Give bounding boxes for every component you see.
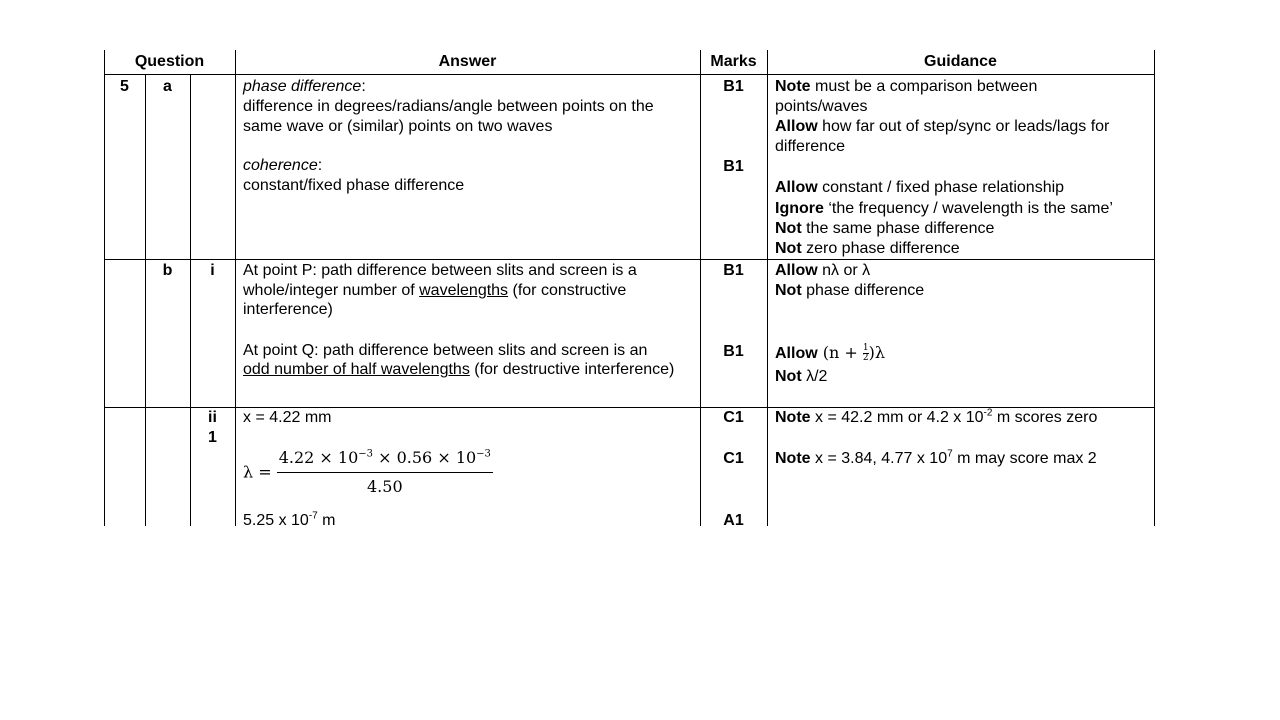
guidance-line: Not the same phase difference	[775, 220, 995, 237]
answer-coherence-heading: coherence:	[243, 157, 323, 174]
guidance-line: Note x = 42.2 mm or 4.2 x $10^{-2}$ m scores zero	[775, 407, 1098, 426]
header-divider	[104, 74, 1155, 75]
answer-line: same wave or (similar) points on two waves	[243, 118, 553, 135]
mark: C1	[723, 409, 744, 426]
guidance-line: Note x = 3.84, 4.77 x $10^7$ m may score max 2	[775, 448, 1097, 467]
mark: B1	[723, 262, 744, 279]
mark: A1	[723, 512, 744, 526]
half-fraction: $\frac{1}{2}$	[862, 343, 869, 363]
column-divider	[767, 50, 768, 526]
answer-line: whole/integer number of wavelengths (for constructive	[243, 282, 627, 299]
table-border-right	[1154, 50, 1155, 526]
column-divider	[190, 75, 191, 526]
mark: B1	[723, 343, 744, 360]
question-part: b	[162, 262, 173, 279]
answer-phase-heading: phase difference:	[243, 78, 366, 95]
guidance-line: Note must be a comparison between	[775, 78, 1038, 95]
header-question: Question	[134, 53, 205, 70]
question-number: 5	[120, 78, 129, 95]
guidance-line: Not λ/2	[775, 368, 828, 385]
answer-line: At point P: path difference between slits and screen is a	[243, 262, 637, 279]
row-divider	[104, 259, 1155, 260]
guidance-line: Allow (n + $\frac{1}{2}$ )λ	[775, 343, 886, 363]
question-part: a	[163, 78, 172, 95]
question-subpart: i	[210, 262, 215, 279]
mark: C1	[723, 450, 744, 467]
mark-scheme-table	[104, 50, 1155, 526]
answer-line: constant/fixed phase difference	[243, 177, 465, 194]
guidance-line: Not phase difference	[775, 282, 925, 299]
guidance-line: Not zero phase difference	[775, 240, 960, 257]
column-divider	[145, 75, 146, 526]
answer-line: odd number of half wavelengths (for destructive interference)	[243, 361, 675, 378]
answer-line: interference)	[243, 301, 333, 318]
guidance-line: Allow constant / fixed phase relationship	[775, 179, 1065, 196]
wavelength-equation: λ = $\frac{4.22 \times 10^{-3} \times 0.56 \times 10^{-3}}{4.50}$	[243, 448, 491, 496]
header-marks: Marks	[710, 53, 757, 70]
question-subpart-number: 1	[208, 429, 217, 446]
mark: B1	[723, 158, 744, 175]
mark: B1	[723, 78, 744, 95]
header-guidance: Guidance	[924, 53, 997, 70]
guidance-line: Ignore ‘the frequency / wavelength is the same’	[775, 200, 1113, 217]
guidance-line: Allow how far out of step/sync or leads/lags for	[775, 118, 1110, 135]
column-divider	[235, 50, 236, 526]
answer-line: x = 4.22 mm	[243, 409, 332, 426]
answer-line: At point Q: path difference between slits and screen is an	[243, 342, 648, 359]
table-border-left	[104, 50, 105, 526]
header-answer: Answer	[438, 53, 497, 70]
answer-line: 5.25 x $10^{-7}$ m	[243, 510, 336, 526]
guidance-line: Allow nλ or λ	[775, 262, 871, 279]
guidance-line: points/waves	[775, 98, 868, 115]
guidance-line: difference	[775, 138, 845, 155]
question-subpart: ii	[208, 409, 217, 426]
equation-fraction: $\frac{4.22 \times 10^{-3} \times 0.56 \times 10^{-3}}{4.50}$	[278, 448, 491, 496]
answer-line: difference in degrees/radians/angle between points on the	[243, 98, 654, 115]
